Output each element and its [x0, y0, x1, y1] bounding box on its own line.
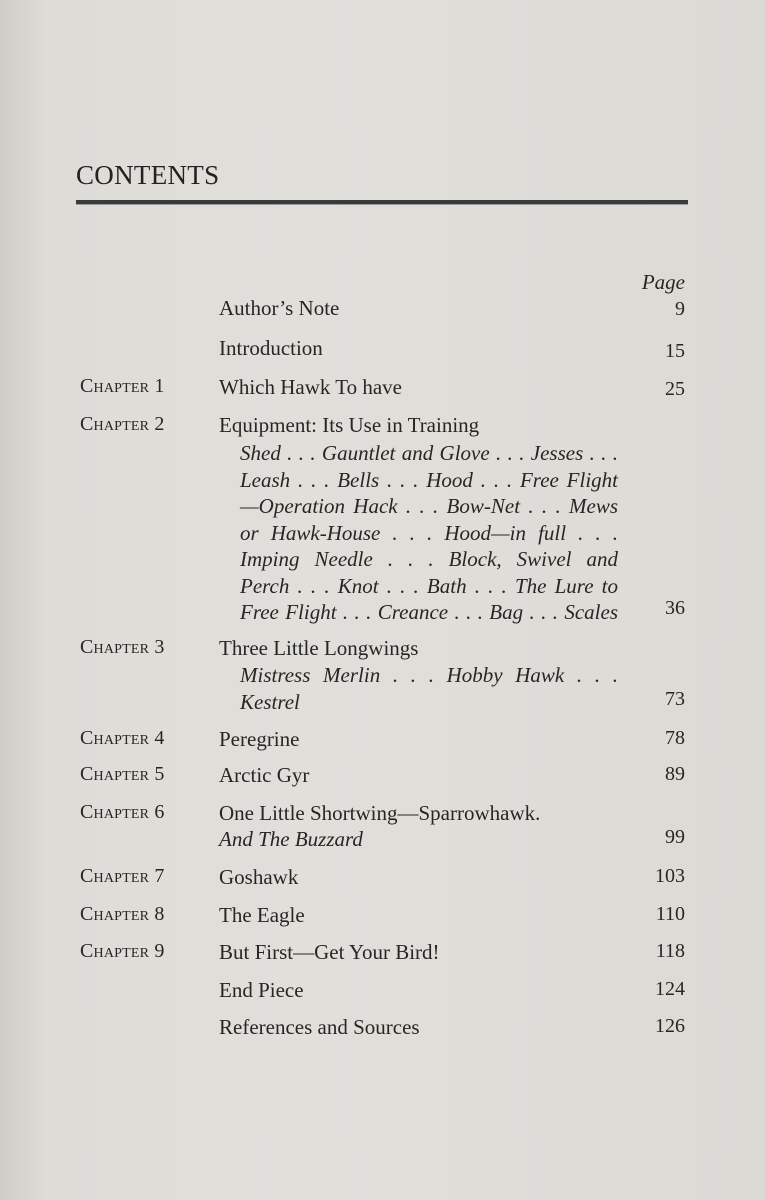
entry-page: 78 [665, 727, 685, 749]
entry-title: Three Little Longwings [219, 636, 419, 660]
entry-page: 126 [655, 1015, 685, 1037]
entry-subtopics [240, 440, 618, 626]
entry-page: 103 [655, 865, 685, 887]
subtopic-line: or Hawk-House . . . Hood—in full . . . [240, 520, 618, 545]
entry-title: References and Sources [219, 1015, 420, 1039]
chapter-label: Chapter 7 [80, 865, 165, 887]
subtopic-line: Imping Needle . . . Block, Swivel and [240, 547, 618, 571]
entry-page: 89 [665, 763, 685, 785]
chapter-label: Chapter 4 [80, 727, 165, 749]
chapter-label: Chapter 8 [80, 903, 165, 925]
subtopic-line: Mistress Merlin . . . Hobby Hawk . . . [240, 663, 618, 687]
entry-title: Peregrine [219, 727, 300, 751]
subtopic-line: —Operation Hack . . . Bow-Net . . . Mews [240, 494, 618, 518]
chapter-label: Chapter 9 [80, 940, 165, 962]
chapter-label: Chapter 6 [80, 801, 165, 823]
entry-page: 25 [665, 378, 685, 400]
entry-page: 118 [655, 940, 685, 962]
entry-page: 99 [665, 826, 685, 848]
entry-title: One Little Shortwing—Sparrowhawk. [219, 801, 541, 825]
chapter-label: Chapter 5 [80, 763, 165, 785]
entry-title: Author’s Note [219, 296, 340, 320]
subtopic-line: Leash . . . Bells . . . Hood . . . Free Flight [240, 467, 618, 492]
entry-title: The Eagle [219, 903, 305, 927]
subtopic-line: Shed . . . Gauntlet and Glove . . . Jesses . . . [240, 441, 618, 465]
subtopic-line: Kestrel [240, 689, 300, 714]
entry-page: 36 [665, 597, 685, 619]
entry-title: Which Hawk To have [219, 375, 403, 399]
entry-title: Equipment: Its Use in Training [219, 413, 480, 437]
chapter-label: Chapter 3 [80, 636, 165, 658]
subtopic-line: Free Flight . . . Creance . . . Bag . . . Scales [240, 600, 618, 624]
heading-rule [76, 200, 688, 205]
contents-heading: CONTENTS [76, 160, 220, 190]
entry-page: 15 [665, 340, 685, 362]
entry-title: But First—Get Your Bird! [219, 940, 440, 964]
entry-title: Arctic Gyr [219, 763, 310, 787]
entry-page: 124 [655, 978, 685, 1000]
page-column-label: Page [641, 270, 685, 294]
entry-title-continued: And The Buzzard [219, 827, 363, 851]
entry-page: 73 [665, 688, 685, 710]
entry-page: 9 [675, 298, 685, 320]
chapter-label: Chapter 2 [80, 413, 165, 435]
entry-title: Goshawk [219, 865, 299, 889]
entry-title: Introduction [219, 336, 323, 360]
entry-title: End Piece [219, 978, 304, 1002]
subtopic-line: Perch . . . Knot . . . Bath . . . The Lure to [240, 573, 618, 598]
chapter-label: Chapter 1 [80, 375, 165, 397]
entry-subtopics [240, 662, 618, 715]
entry-page: 110 [655, 903, 685, 925]
